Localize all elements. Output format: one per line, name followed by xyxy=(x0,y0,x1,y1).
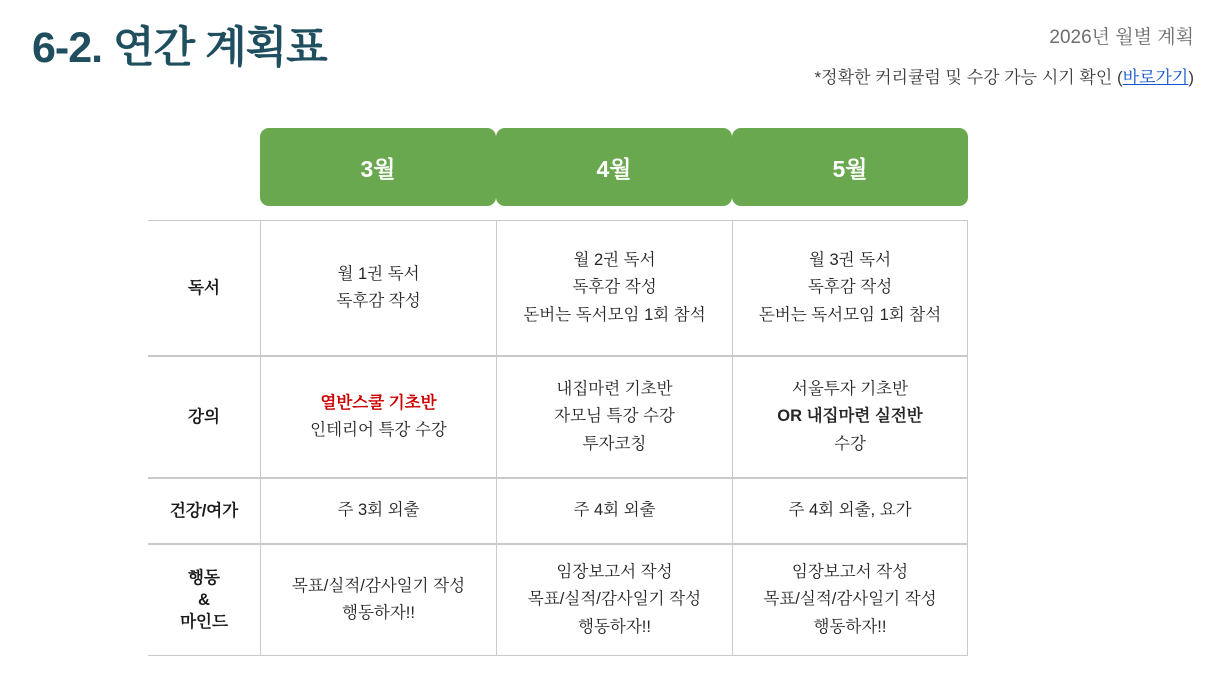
cell-text: 월 3권 독서 xyxy=(808,251,892,270)
curriculum-note-suffix: ) xyxy=(1188,68,1194,87)
slide-header xyxy=(0,0,1216,110)
cell-text: 인테리어 특강 수강 xyxy=(310,421,447,439)
cell-text: 독후감 작성 xyxy=(807,278,893,297)
cell-text: 임장보고서 작성 xyxy=(791,563,909,582)
curriculum-link[interactable]: 바로가기 xyxy=(1122,68,1189,87)
cell-text: 독후감 작성 xyxy=(336,292,421,310)
page-title: 6-2. 연간 계획표 xyxy=(32,24,327,72)
curriculum-note-prefix: *정확한 커리큘럼 및 수강 가능 시기 확인 ( xyxy=(814,68,1123,87)
cell-lecture-april xyxy=(496,356,732,478)
cell-text: 임장보고서 작성 xyxy=(556,563,673,582)
cell-text: 수강 xyxy=(834,434,866,453)
row-label-line: & xyxy=(198,590,210,609)
cell-text: 목표/실적/감사일기 작성 xyxy=(291,576,466,595)
row-label-reading: 독서 xyxy=(148,220,260,356)
cell-lecture-march xyxy=(260,356,496,478)
cell-text: 주 3회 외출 xyxy=(337,501,420,520)
header-gap-row xyxy=(148,206,968,220)
annual-plan-table xyxy=(148,128,968,656)
cell-text: 주 4회 외출, 요가 xyxy=(788,501,912,520)
cell-text: 행동하자!! xyxy=(342,604,415,622)
cell-text: 주 4회 외출 xyxy=(573,501,656,520)
cell-text: 투자코칭 xyxy=(582,434,647,453)
cell-health-may xyxy=(732,478,968,544)
cell-reading-april xyxy=(496,220,732,356)
table-row xyxy=(148,356,968,478)
cell-text: 내집마련 기초반 xyxy=(556,380,673,399)
cell-text: 목표/실적/감사일기 작성 xyxy=(763,590,937,609)
cell-text: 행동하자!! xyxy=(578,617,651,636)
annual-plan-table-wrapper xyxy=(148,128,968,656)
cell-text: OR 내집마련 실전반 xyxy=(777,407,923,426)
header-subtitle-block xyxy=(815,22,1194,88)
table-row xyxy=(148,478,968,544)
cell-text-highlighted: 열반스쿨 기초반 xyxy=(320,393,437,412)
cell-text: 돈버는 독서모임 1회 참석 xyxy=(523,305,706,324)
table-row xyxy=(148,220,968,356)
month-header-may: 5월 xyxy=(732,128,968,206)
cell-text: 돈버는 독서모임 1회 참석 xyxy=(758,305,942,324)
month-header-april: 4월 xyxy=(496,128,732,206)
cell-lecture-may xyxy=(732,356,968,478)
cell-text: 월 2권 독서 xyxy=(573,251,656,270)
row-label-line: 마인드 xyxy=(180,613,228,632)
cell-health-april xyxy=(496,478,732,544)
row-label-lecture: 강의 xyxy=(148,356,260,478)
cell-text: 자모님 특강 수강 xyxy=(554,407,675,426)
cell-action-april xyxy=(496,544,732,656)
table-row xyxy=(148,544,968,656)
cell-text: 서울투자 기초반 xyxy=(791,380,909,399)
cell-text: 월 1권 독서 xyxy=(337,264,420,283)
subtitle-year-label: 2026년 월별 계획 xyxy=(1049,27,1194,48)
row-label-line: 행동 xyxy=(188,568,220,587)
cell-reading-may xyxy=(732,220,968,356)
row-label-health: 건강/여가 xyxy=(148,478,260,544)
month-header-march: 3월 xyxy=(260,128,496,206)
cell-text: 목표/실적/감사일기 작성 xyxy=(527,590,702,609)
row-label-action-mind xyxy=(148,544,260,656)
cell-action-may xyxy=(732,544,968,656)
cell-text: 행동하자!! xyxy=(813,617,887,636)
table-head xyxy=(148,128,968,220)
month-header-row xyxy=(148,128,968,206)
table-body xyxy=(148,220,968,656)
cell-health-march xyxy=(260,478,496,544)
header-corner-spacer xyxy=(148,128,260,206)
cell-reading-march xyxy=(260,220,496,356)
cell-action-march xyxy=(260,544,496,656)
curriculum-note xyxy=(815,63,1194,88)
cell-text: 독후감 작성 xyxy=(572,278,657,297)
